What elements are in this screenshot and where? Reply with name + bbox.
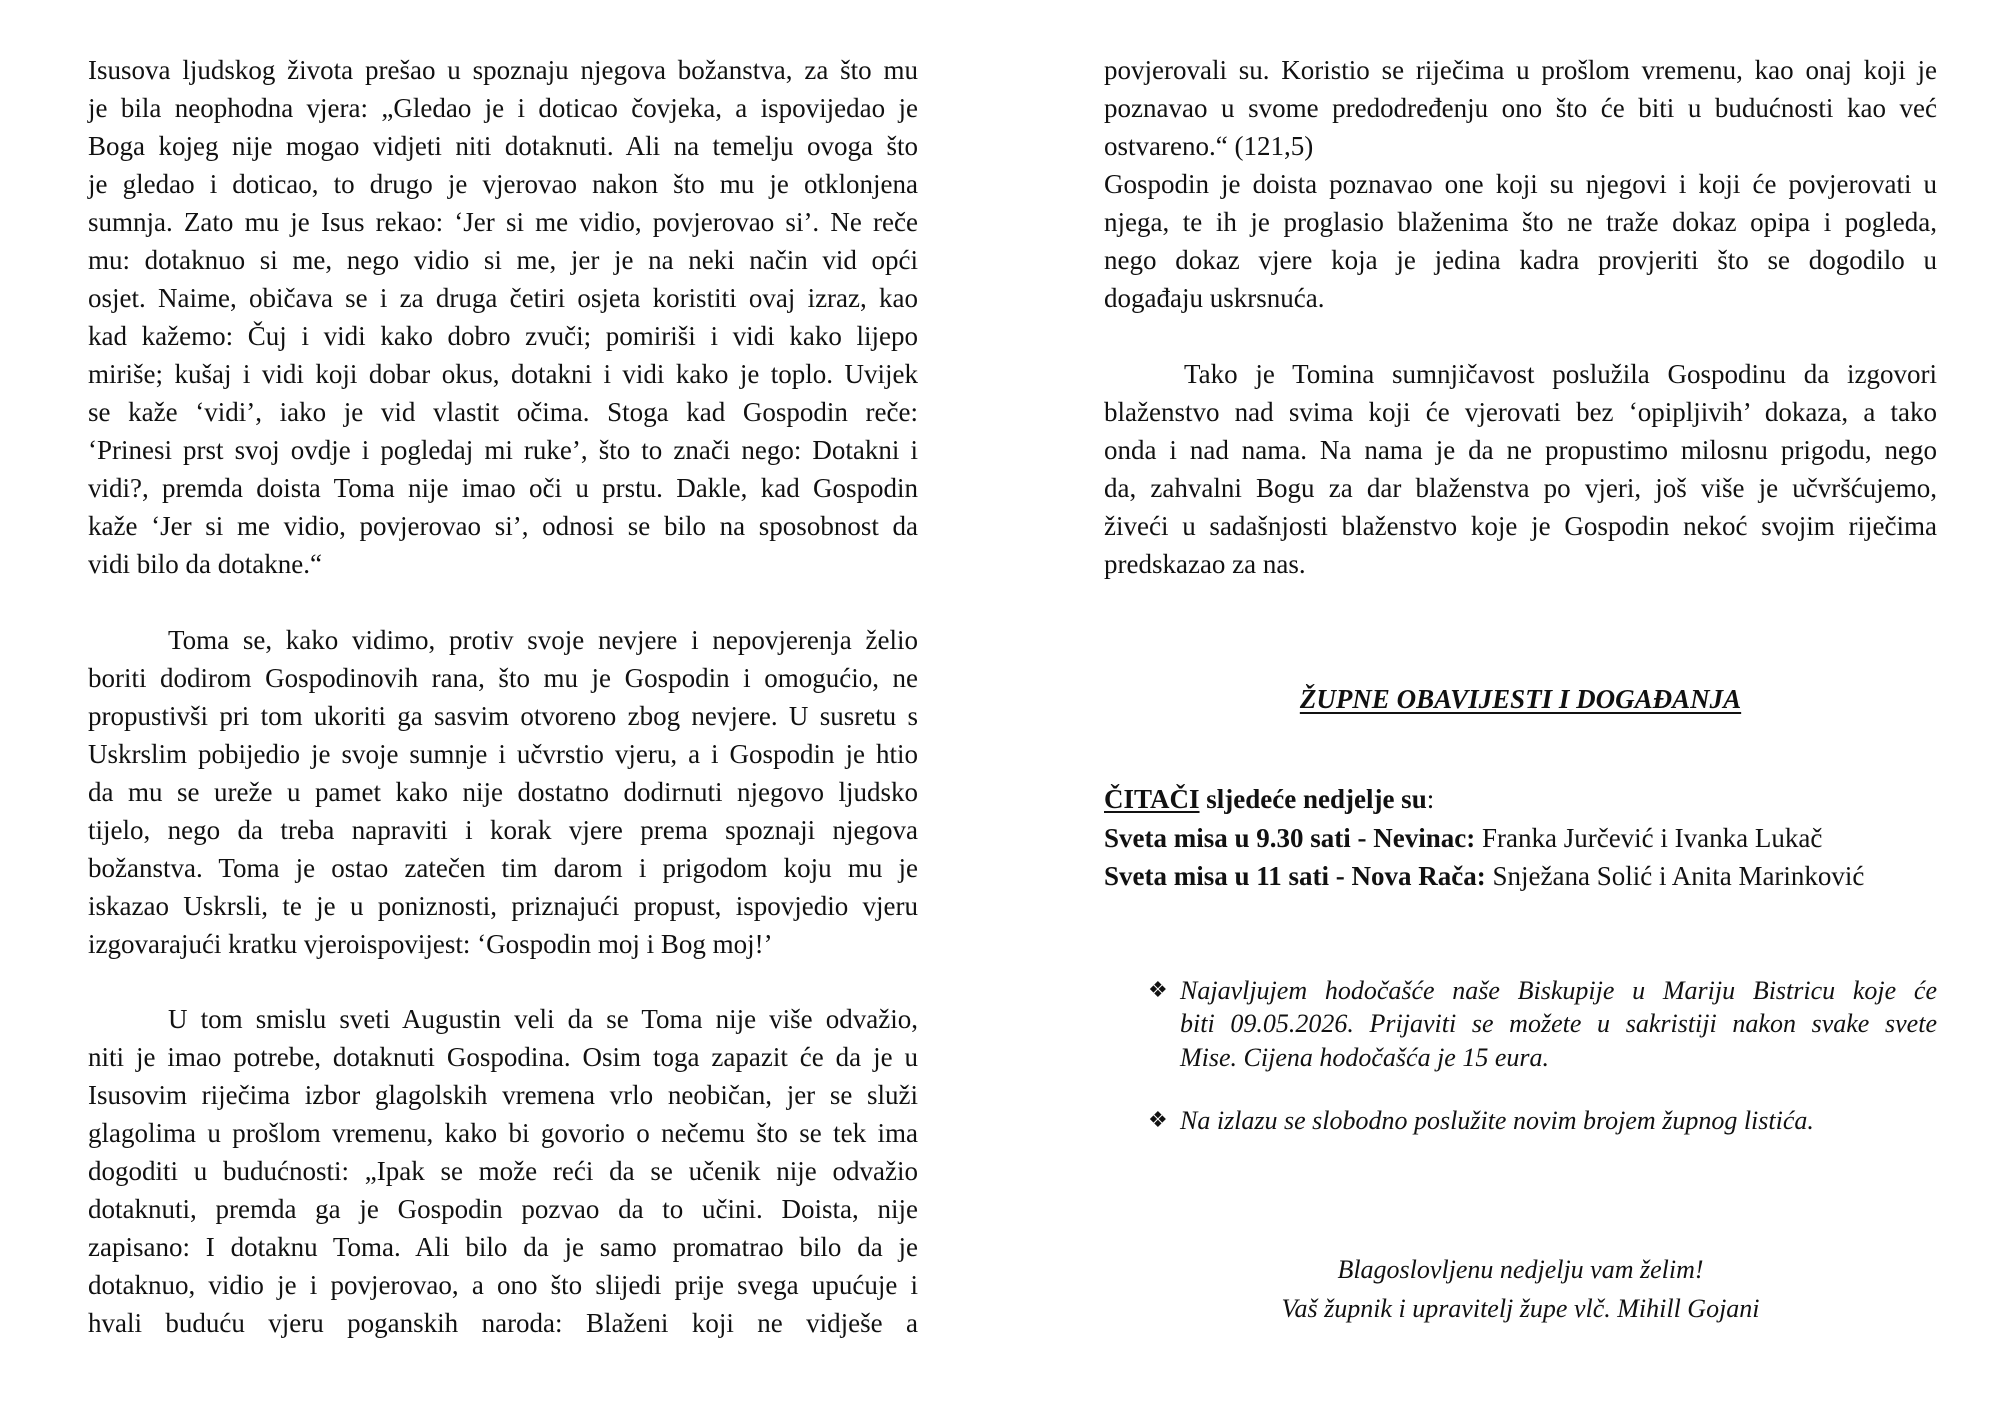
text-line: glagolima u prošlom vremenu, kako bi govorio o nečemu što se tek ima xyxy=(88,1118,918,1148)
text-line: onda i nad nama. Na nama je da ne propustimo milosnu prigodu, nego xyxy=(1104,435,1937,465)
text-line: tijelo, nego da treba napraviti i korak vjere prema spoznaji njegova xyxy=(88,815,918,845)
text-line: kaže ‘Jer si me vidio, povjerovao si’, odnosi se bilo na sposobnost da xyxy=(88,511,918,541)
readers-intro-text: sljedeće nedjelje su xyxy=(1199,784,1427,814)
diamond-bullet-icon: ❖ xyxy=(1148,1108,1168,1133)
text-line: kad kažemo: Čuj i vidi kako dobro zvuči; pomiriši i vidi kako lijepo xyxy=(88,321,918,351)
text-line: sumnja. Zato mu je Isus rekao: ‘Jer si me vidio, povjerovao si’. Ne reče xyxy=(88,207,918,237)
text-line: zapisano: I dotaknu Toma. Ali bilo da je samo promatrao bilo da je xyxy=(88,1232,918,1262)
readers-label: ČITAČI xyxy=(1104,784,1200,814)
mass-time-place: Sveta misa u 11 sati - Nova Rača: xyxy=(1104,861,1486,891)
text-line: hvali buduću vjeru poganskih naroda: Blaženi koji ne vidješe a xyxy=(88,1308,918,1338)
diamond-bullet-icon: ❖ xyxy=(1148,978,1168,1003)
text-line: živeći u sadašnjosti blaženstvo koje je Gospodin nekoć svojim riječima xyxy=(1104,511,1937,541)
mass-readers-row xyxy=(1104,819,1937,857)
text-line: Gospodin je doista poznavao one koji su njegovi i koji će povjerovati u xyxy=(1104,169,1937,199)
heading-text: ŽUPNE OBAVIJESTI I DOGAĐANJA xyxy=(1299,684,1742,714)
text-line: vidi bilo da dotakne.“ xyxy=(88,549,322,579)
readers-colon: : xyxy=(1426,784,1435,814)
text-line: Uskrslim pobijedio je svoje sumnje i učvrstio vjeru, a i Gospodin je htio xyxy=(88,739,918,769)
text-line: Isusovim riječima izbor glagolskih vremena vrlo neobičan, jer se služi xyxy=(88,1080,918,1110)
text-line: mu: dotaknuo si me, nego vidio si me, jer je na neki način vid opći xyxy=(88,245,918,275)
announcements-heading xyxy=(1104,680,1937,718)
mass-readers: Franka Jurčević i Ivanka Lukač xyxy=(1475,823,1823,853)
text-line: U tom smislu sveti Augustin veli da se Toma nije više odvažio, xyxy=(168,1004,918,1034)
left-page xyxy=(88,0,918,1414)
text-line: poznavao u svome predodređenju ono što će biti u budućnosti kao već xyxy=(1104,93,1937,123)
text-line: povjerovali su. Koristio se riječima u prošlom vremenu, kao onaj koji je xyxy=(1104,55,1937,85)
text-line: vidi?, premda doista Toma nije imao oči u prstu. Dakle, kad Gospodin xyxy=(88,473,918,503)
text-line: osjet. Naime, običava se i za druga četiri osjeta koristiti ovaj izraz, kao xyxy=(88,283,918,313)
text-line: je bila neophodna vjera: „Gledao je i doticao čovjeka, a ispovijedao je xyxy=(88,93,918,123)
text-line: boriti dodirom Gospodinovih rana, što mu je Gospodin i omogućio, ne xyxy=(88,663,918,693)
mass-readers-row xyxy=(1104,857,1937,895)
text-line: nego dokaz vjere koja je jedina kadra provjeriti što se dogodilo u xyxy=(1104,245,1937,275)
text-line: dotaknuo, vidio je i povjerovao, a ono što slijedi prije svega upućuje i xyxy=(88,1270,918,1300)
text-line: božanstva. Toma je ostao zatečen tim darom i prigodom koju mu je xyxy=(88,853,918,883)
text-line: ‘Prinesi prst svoj ovdje i pogledaj mi ruke’, što to znači nego: Dotakni i xyxy=(88,435,918,465)
text-line: se kaže ‘vidi’, iako je vid vlastit očima. Stoga kad Gospodin reče: xyxy=(88,397,918,427)
text-line: događaju uskrsnuća. xyxy=(1104,283,1325,313)
text-line: niti je imao potrebe, dotaknuti Gospodina. Osim toga zapazit će da je u xyxy=(88,1042,918,1072)
text-line: je gledao i doticao, to drugo je vjerovao nakon što mu je otklonjena xyxy=(88,169,918,199)
text-line: Mise. Cijena hodočašća je 15 eura. xyxy=(1180,1043,1549,1072)
text-line: predskazao za nas. xyxy=(1104,549,1306,579)
text-line: Boga kojeg nije mogao vidjeti niti dotaknuti. Ali na temelju ovoga što xyxy=(88,131,918,161)
text-line: Toma se, kako vidimo, protiv svoje nevjere i nepovjerenja želio xyxy=(168,625,918,655)
text-line: dotaknuti, premda ga je Gospodin pozvao da to učini. Doista, nije xyxy=(88,1194,918,1224)
text-line: dogoditi u budućnosti: „Ipak se može reći da se učenik nije odvažio xyxy=(88,1156,918,1186)
mass-readers: Snježana Solić i Anita Marinković xyxy=(1485,861,1865,891)
text-line: Najavljujem hodočašće naše Biskupije u Mariju Bistricu koje će xyxy=(1180,976,1937,1005)
readers-intro xyxy=(1104,780,1937,818)
signature-line: Vaš župnik i upravitelj župe vlč. Mihill Gojani xyxy=(1281,1294,1760,1323)
text-line: izgovarajući kratku vjeroispovijest: ‘Gospodin moj i Bog moj!’ xyxy=(88,929,773,959)
text-line: Na izlazu se slobodno poslužite novim brojem župnog listića. xyxy=(1180,1106,1814,1135)
text-line: propustivši pri tom ukoriti ga sasvim otvoreno zbog nevjere. U susretu s xyxy=(88,701,918,731)
text-line: miriše; kušaj i vidi koji dobar okus, dotakni i vidi kako je toplo. Uvijek xyxy=(88,359,918,389)
text-line: ostvareno.“ (121,5) xyxy=(1104,131,1314,161)
text-line: da mu se ureže u pamet kako nije dostatno dodirnuti njegovo ljudsko xyxy=(88,777,918,807)
text-line: biti 09.05.2026. Prijaviti se možete u sakristiji nakon svake svete xyxy=(1180,1009,1937,1038)
text-line: njega, te ih je proglasio blaženima što ne traže dokaz opipa i pogleda, xyxy=(1104,207,1937,237)
right-page xyxy=(1104,0,1937,1414)
text-line: Isusova ljudskog života prešao u spoznaju njegova božanstva, za što mu xyxy=(88,55,918,85)
text-line: da, zahvalni Bogu za dar blaženstva po vjeri, još više je učvršćujemo, xyxy=(1104,473,1937,503)
text-line: Tako je Tomina sumnjičavost poslužila Gospodinu da izgovori xyxy=(1184,359,1937,389)
text-line: blaženstvo nad svima koji će vjerovati bez ‘opipljivih’ dokaza, a tako xyxy=(1104,397,1937,427)
text-line: iskazao Uskrsli, te je u poniznosti, priznajući propust, ispovjedio vjeru xyxy=(88,891,918,921)
blessing-line: Blagoslovljenu nedjelju vam želim! xyxy=(1337,1255,1704,1284)
mass-time-place: Sveta misa u 9.30 sati - Nevinac: xyxy=(1104,823,1476,853)
